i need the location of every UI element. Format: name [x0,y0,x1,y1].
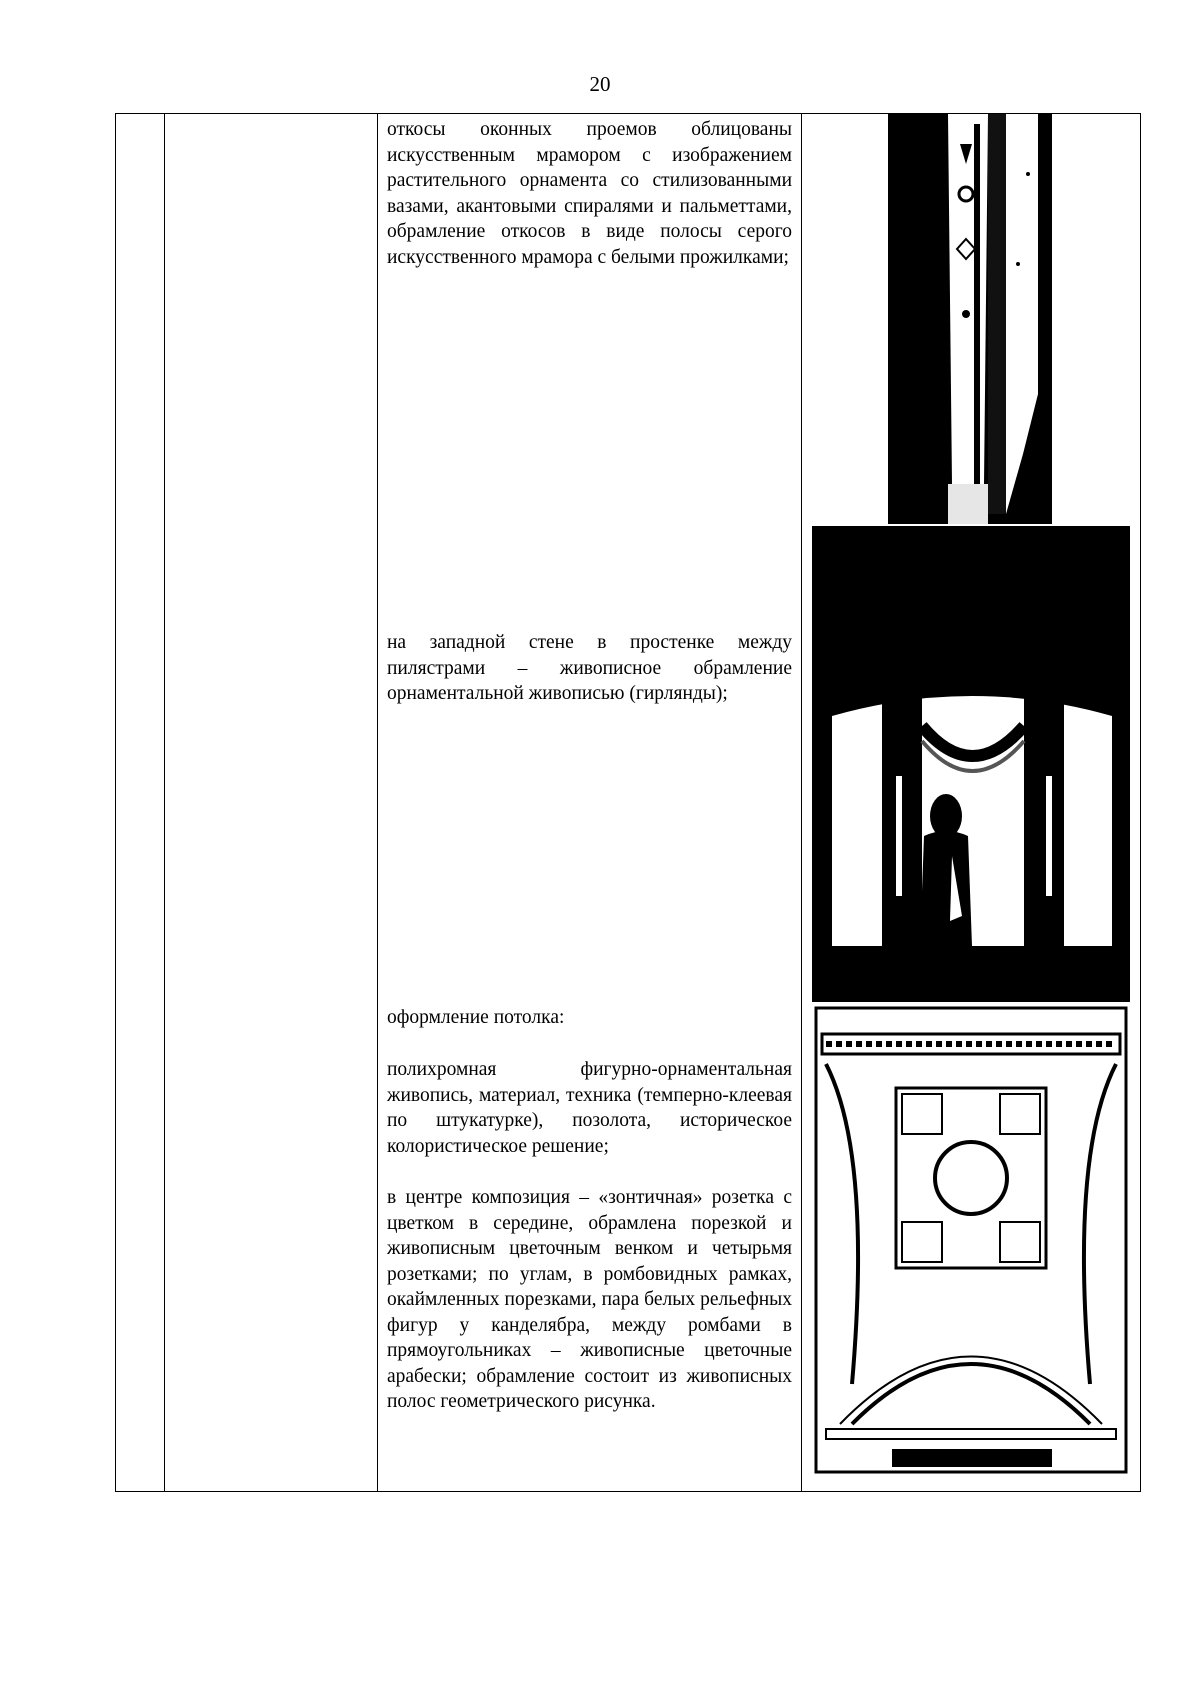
west-wall-description: на западной стене в простенке между пилястрами – живописное обрамление орнаментальной живописью (гирлянды); [387,632,792,704]
window-reveal-photo [888,114,1052,524]
column-divider-1 [164,114,165,1491]
ceiling-composition-description: в центре композиция – «зонтичная» розетка с цветком в середине, обрамлена порезкой и живописным цветочным венком и четырьмя розетками; по углам, в ромбовидных рамках, окаймленных порезками, пара белых рельефных фигур у канделябра, между ромбами в прямоугольниках – живописные цветочные арабески; обрамление состоит из живописных полос геометрического рисунка. [387,1187,792,1412]
column-divider-2 [377,114,378,1491]
west-wall-pilasters-photo [812,526,1130,1002]
ceiling-painting-description: полихромная фигурно-орнаментальная живопись, материал, техника (темперно-клеевая по штукатурке), позолота, историческое колористическое решение; [387,1059,792,1157]
window-reveal-description: откосы оконных проемов облицованы искусственным мрамором с изображением растительного орнамента со стилизованными вазами, акантовыми спиралями и пальметтами, обрамление откосов в виде полосы серого искусственного мрамора с белыми прожилками; [387,119,792,268]
ceiling-photo [812,1004,1130,1476]
column-divider-3 [801,114,802,1491]
page-number: 20 [589,72,611,96]
ceiling-heading: оформление потолка: [387,1007,565,1028]
